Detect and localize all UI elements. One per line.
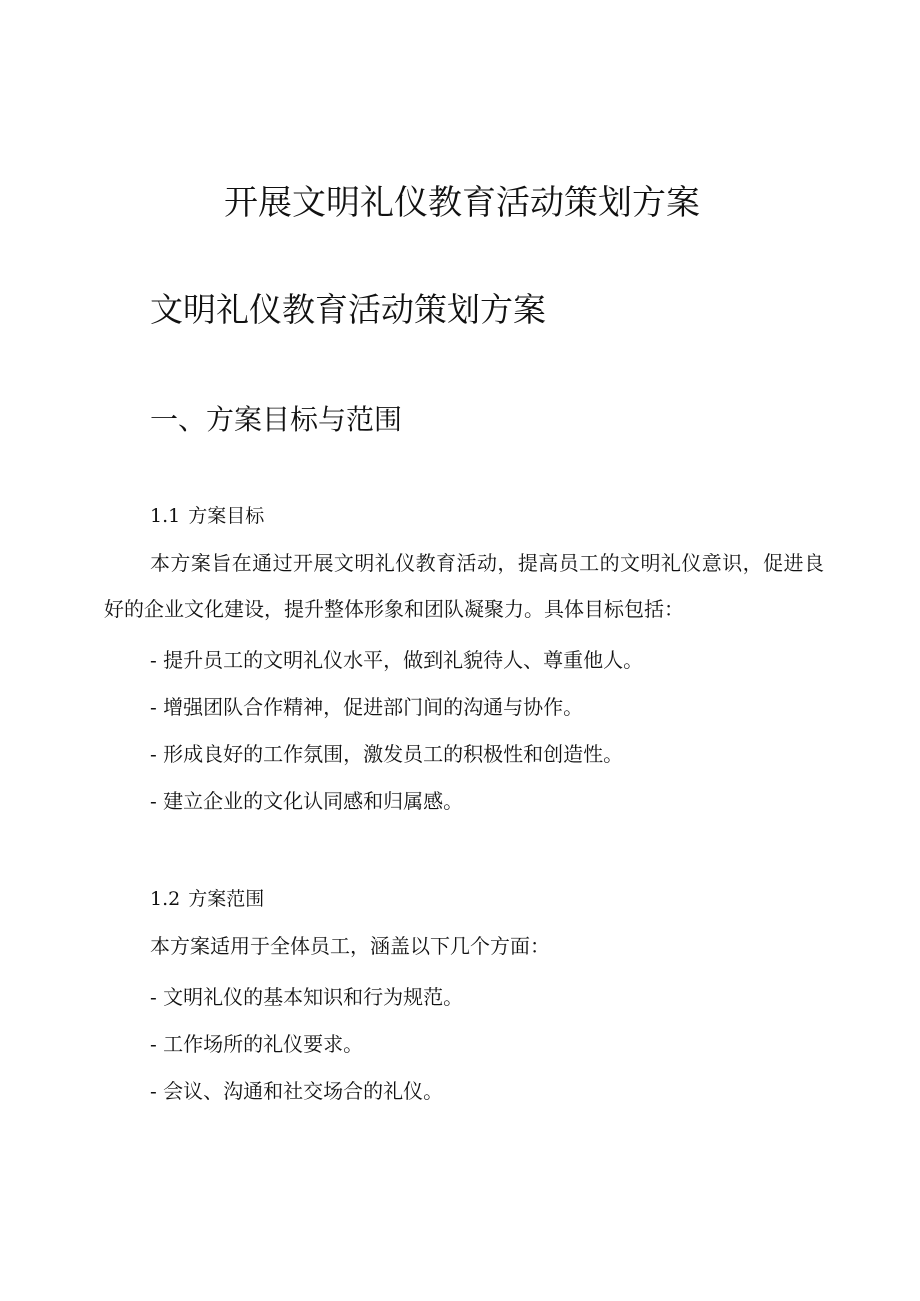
document-subtitle: 文明礼仪教育活动策划方案 [150, 290, 546, 329]
goals-heading [150, 501, 264, 531]
goals-paragraph: 本方案旨在通过开展文明礼仪教育活动，提高员工的文明礼仪意识，促进良好的企业文化建设，提升整体形象和团队凝聚力。具体目标包括： [104, 551, 824, 621]
goals-list-item: - 形成良好的工作氛围，激发员工的积极性和创造性。 [150, 742, 624, 766]
scope-list-item: - 工作场所的礼仪要求。 [150, 1032, 364, 1056]
scope-heading-text: 方案范围 [188, 888, 265, 910]
goals-heading-text: 方案目标 [188, 505, 265, 527]
goals-list-item: - 提升员工的文明礼仪水平，做到礼貌待人、尊重他人。 [150, 648, 644, 672]
scope-list-item: - 会议、沟通和社交场合的礼仪。 [150, 1079, 444, 1103]
goals-list-item: - 建立企业的文化认同感和归属感。 [150, 789, 464, 813]
scope-list-item: - 文明礼仪的基本知识和行为规范。 [150, 985, 464, 1009]
goals-number: 1.1 [150, 505, 181, 527]
scope-heading [150, 884, 264, 914]
document-title: 开展文明礼仪教育活动策划方案 [224, 183, 700, 223]
goals-list-item: - 增强团队合作精神，促进部门间的沟通与协作。 [150, 695, 584, 719]
scope-number: 1.2 [150, 888, 181, 910]
section-heading: 一、方案目标与范围 [150, 403, 403, 436]
scope-paragraph: 本方案适用于全体员工，涵盖以下几个方面： [150, 934, 550, 958]
